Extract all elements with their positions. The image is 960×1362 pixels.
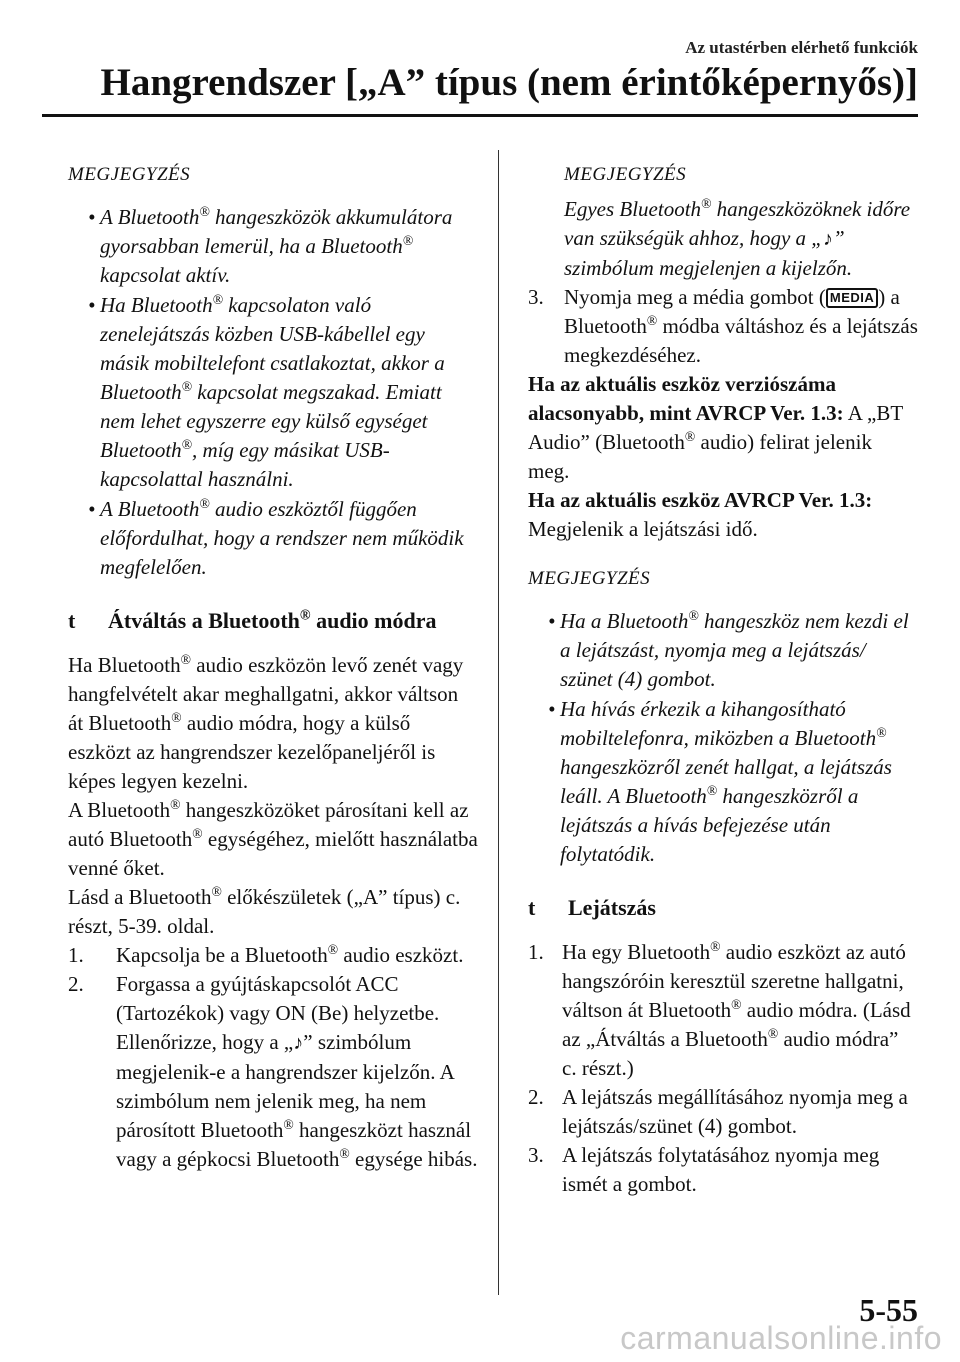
note-bullet: • A Bluetooth® hangeszközök akkumulátora gyorsabban lemerül, ha a Bluetooth® kapcsolat aktív.: [88, 204, 453, 287]
condition-text: Ha az aktuális eszköz verziószáma alacsonyabb, mint AVRCP Ver. 1.3: A „BT Audio” (Bluetooth® audio) felirat jelenik meg.: [528, 372, 903, 483]
step-number: 3.: [528, 1143, 544, 1167]
paragraph: Lásd a Bluetooth® előkészületek („A” típus) c. részt, 5-39. oldal.: [68, 884, 461, 938]
note-bullet: • A Bluetooth® audio eszköztől függően előfordulhat, hogy a rendszer nem működik megfelelően.: [88, 496, 464, 579]
column-divider: [498, 150, 499, 1295]
section-heading: t Lejátszás: [528, 895, 656, 920]
step-number: 2.: [68, 972, 84, 996]
media-button-icon: MEDIA: [826, 288, 878, 308]
note-bullet: • Ha hívás érkezik a kihangosítható mobiltelefonra, miközben a Bluetooth® hangeszközről zenét hallgat, a lejátszás leáll. A Bluetooth® hangeszközről a lejátszás a hívás befejezése után folytatódik.: [548, 697, 892, 866]
paragraph: Ha Bluetooth® audio eszközön levő zenét vagy hangfelvételt akar meghallgatni, akkor váltson át Bluetooth® audio módra, hogy a külső eszközt az hangrendszer kezelőpaneljéről is képes legyen kezelni.: [68, 652, 464, 793]
header-subtitle: Az utastérben elérhető funkciók: [685, 38, 918, 57]
step: 3. A lejátszás folytatásához nyomja meg ismét a gombot.: [528, 1143, 880, 1196]
section-heading: t Átváltás a Bluetooth® audio módra: [68, 607, 437, 633]
music-note-icon: ♪: [293, 1032, 304, 1054]
watermark: carmanualsonline.info: [620, 1320, 942, 1356]
step: 3. Nyomja meg a média gombot ( MEDIA ) a Bluetooth® módba váltáshoz és a lejátszás megkezdéséhez.: [528, 285, 918, 367]
note-text: Egyes Bluetooth® hangeszközöknek időre van szükségük ahhoz, hogy a „♪” szimbólum megjelenjen a kijelzőn.: [564, 196, 911, 280]
indented-note: [528, 160, 918, 283]
section-marker-icon: t: [528, 895, 536, 920]
right-column: [528, 160, 918, 1199]
page-number: 5-55: [859, 1292, 918, 1328]
step-number: 3.: [528, 285, 544, 309]
bullet-dot: •: [88, 205, 96, 229]
music-note-icon: ♪: [822, 228, 833, 250]
step-number: 1.: [528, 940, 544, 964]
paragraph: A Bluetooth® hangeszközöket párosítani kell az autó Bluetooth® egységéhez, mielőtt használatba venné őket.: [68, 797, 478, 880]
step-number: 1.: [68, 943, 84, 967]
step: 2. A lejátszás megállításához nyomja meg a lejátszás/szünet (4) gombot.: [528, 1085, 908, 1138]
note-bullet: • Ha Bluetooth® kapcsolaton való zenelejátszás közben USB-kábellel egy másik mobiltelefont csatlakoztat, akkor a Bluetooth® kapcsolat megszakad. Emiatt nem lehet egyszerre egy külső egységet Bluetooth®, míg egy másikat USB-kapcsolattal használni.: [88, 292, 445, 491]
bullet-dot: •: [548, 697, 556, 721]
note-label: MEGJEGYZÉS: [68, 164, 191, 185]
page-title: Hangrendszer [„A” típus (nem érintőképernyős)]: [100, 61, 918, 104]
bullet-dot: •: [88, 293, 96, 317]
section-marker-icon: t: [68, 608, 76, 633]
step: 1. Ha egy Bluetooth® audio eszközt az autó hangszóróin keresztül szeretne hallgatni, váltson át Bluetooth® audio módra. (Lásd az „Átváltás a Bluetooth® audio módra” c. részt.): [528, 939, 911, 1080]
header-rule: [42, 114, 918, 117]
left-column: [68, 160, 478, 1174]
bullet-dot: •: [88, 497, 96, 521]
bullet-dot: •: [548, 609, 556, 633]
note-label: MEGJEGYZÉS: [564, 164, 687, 185]
note-bullet: • Ha a Bluetooth® hangeszköz nem kezdi el a lejátszást, nyomja meg a lejátszás/ szünet (4) gombot.: [548, 608, 909, 691]
condition-text: Ha az aktuális eszköz AVRCP Ver. 1.3: Megjelenik a lejátszási idő.: [528, 488, 873, 541]
note-label: MEGJEGYZÉS: [528, 568, 651, 589]
step: 2. Forgassa a gyújtáskapcsolót ACC (Tartozékok) vagy ON (Be) helyzetbe. Ellenőrizze, hogy a „♪” szimbólum megjelenik-e a hangrendszer kijelzőn. A szimbólum nem jelenik meg, ha nem párosított Bluetooth® hangeszközt használ vagy a gépkocsi Bluetooth® egysége hibás.: [68, 972, 478, 1171]
step-number: 2.: [528, 1085, 544, 1109]
step: 1. Kapcsolja be a Bluetooth® audio eszközt.: [68, 941, 478, 970]
